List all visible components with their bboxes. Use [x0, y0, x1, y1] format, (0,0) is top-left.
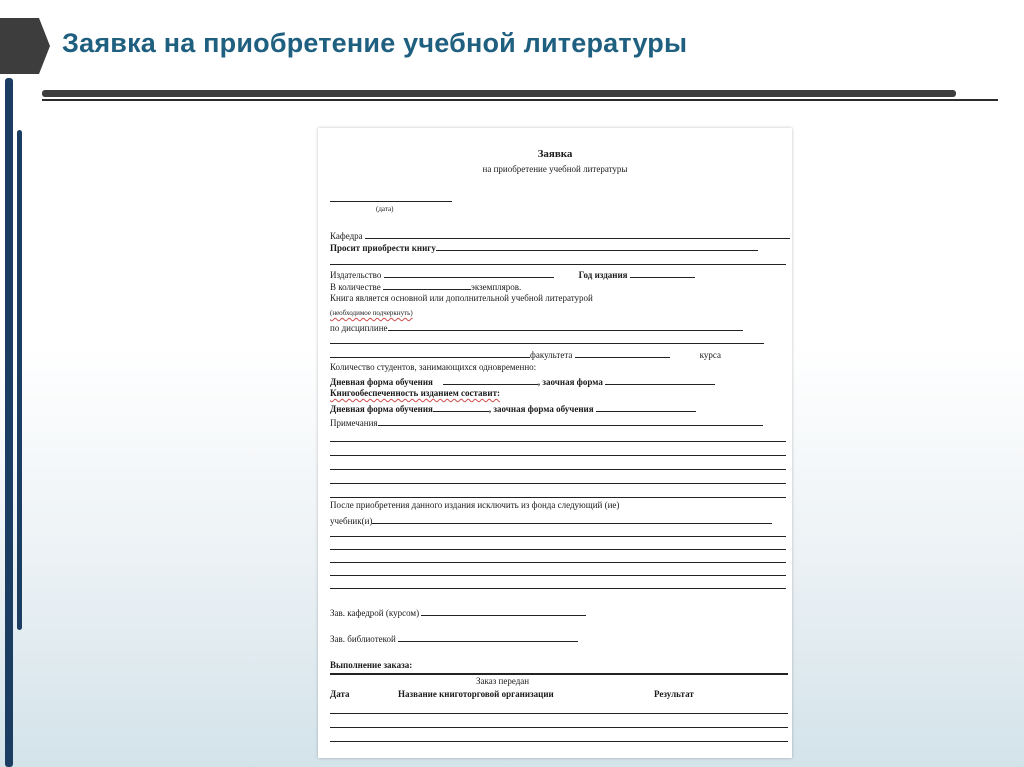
textbooks-label: учебник(и) — [330, 516, 373, 526]
provision-line — [330, 388, 500, 399]
faculty-label: факультета — [530, 350, 573, 360]
date-caption: (дата) — [376, 205, 394, 213]
request-book-label: Просит приобрести книгу — [330, 243, 436, 253]
department-label: Кафедра — [330, 231, 363, 241]
field-head-dept — [330, 606, 586, 619]
order-exec-rule — [330, 673, 788, 675]
full-time-2-label: Дневная форма обучения — [330, 404, 433, 414]
publisher-label: Издательство — [330, 270, 382, 280]
blank-line — [330, 343, 764, 344]
slide-title: Заявка на приобретение учебной литературы — [62, 28, 688, 58]
blank-line — [330, 264, 786, 265]
part-time-2-label: , заочная форма обучения — [488, 404, 594, 414]
blank-line — [330, 562, 786, 563]
doc-heading: Заявка — [537, 148, 573, 160]
field-textbooks — [330, 514, 772, 527]
book-type-line: Книга является основной или дополнительной учебной литературой — [330, 293, 593, 303]
col-date: Дата — [330, 689, 350, 699]
blank-line — [330, 483, 786, 484]
notes-label: Примечания — [330, 418, 378, 428]
students-count-line: Количество студентов, занимающихся одновременно: — [330, 362, 537, 372]
blank-line — [330, 441, 786, 442]
blank-line — [330, 727, 788, 728]
field-request-book — [330, 241, 758, 254]
left-accent-bar-secondary — [17, 130, 22, 630]
field-full-time — [330, 375, 715, 388]
order-exec: Выполнение заказа: — [330, 660, 413, 670]
field-faculty — [330, 348, 721, 361]
blank-line — [330, 549, 786, 550]
part-time-label: , заочная форма — [537, 377, 603, 387]
title-underline-thin — [42, 99, 998, 101]
corner-tab — [0, 18, 50, 74]
field-discipline — [330, 321, 743, 334]
full-time-label: Дневная форма обучения — [330, 377, 433, 387]
blank-line — [330, 497, 786, 498]
head-library-label: Зав. библиотекой — [330, 634, 396, 644]
blank-line — [330, 469, 786, 470]
underline-note: (необходимое подчеркнуть) — [330, 309, 413, 317]
field-head-library — [330, 632, 578, 645]
doc-subheading: на приобретение учебной литературы — [482, 164, 628, 174]
field-quantity — [330, 280, 521, 293]
blank-line — [330, 536, 786, 537]
field-notes — [330, 416, 763, 429]
title-underline-thick — [42, 90, 956, 97]
date-line — [330, 201, 452, 202]
provision-label: Книгообеспеченность изданием составит: — [330, 388, 500, 398]
col-org: Название книготорговой организации — [398, 689, 554, 699]
quantity-suffix: экземпляров. — [470, 282, 522, 292]
col-result: Результат — [654, 689, 694, 699]
quantity-prefix: В количестве — [330, 282, 381, 292]
order-passed: Заказ передан — [476, 676, 530, 686]
blank-line — [330, 588, 786, 589]
document-page — [318, 128, 792, 758]
blank-line — [330, 741, 788, 742]
field-full-time-2 — [330, 402, 696, 415]
exclude-line: После приобретения данного издания исключить из фонда следующий (ие) — [330, 500, 620, 510]
discipline-label: по дисциплине — [330, 323, 388, 333]
course-label: курса — [699, 350, 722, 360]
year-label: Год издания — [578, 270, 628, 280]
blank-line — [330, 455, 786, 456]
left-accent-bar — [5, 78, 13, 767]
blank-line — [330, 575, 786, 576]
blank-line — [330, 713, 788, 714]
head-dept-label: Зав. кафедрой (курсом) — [330, 608, 420, 618]
